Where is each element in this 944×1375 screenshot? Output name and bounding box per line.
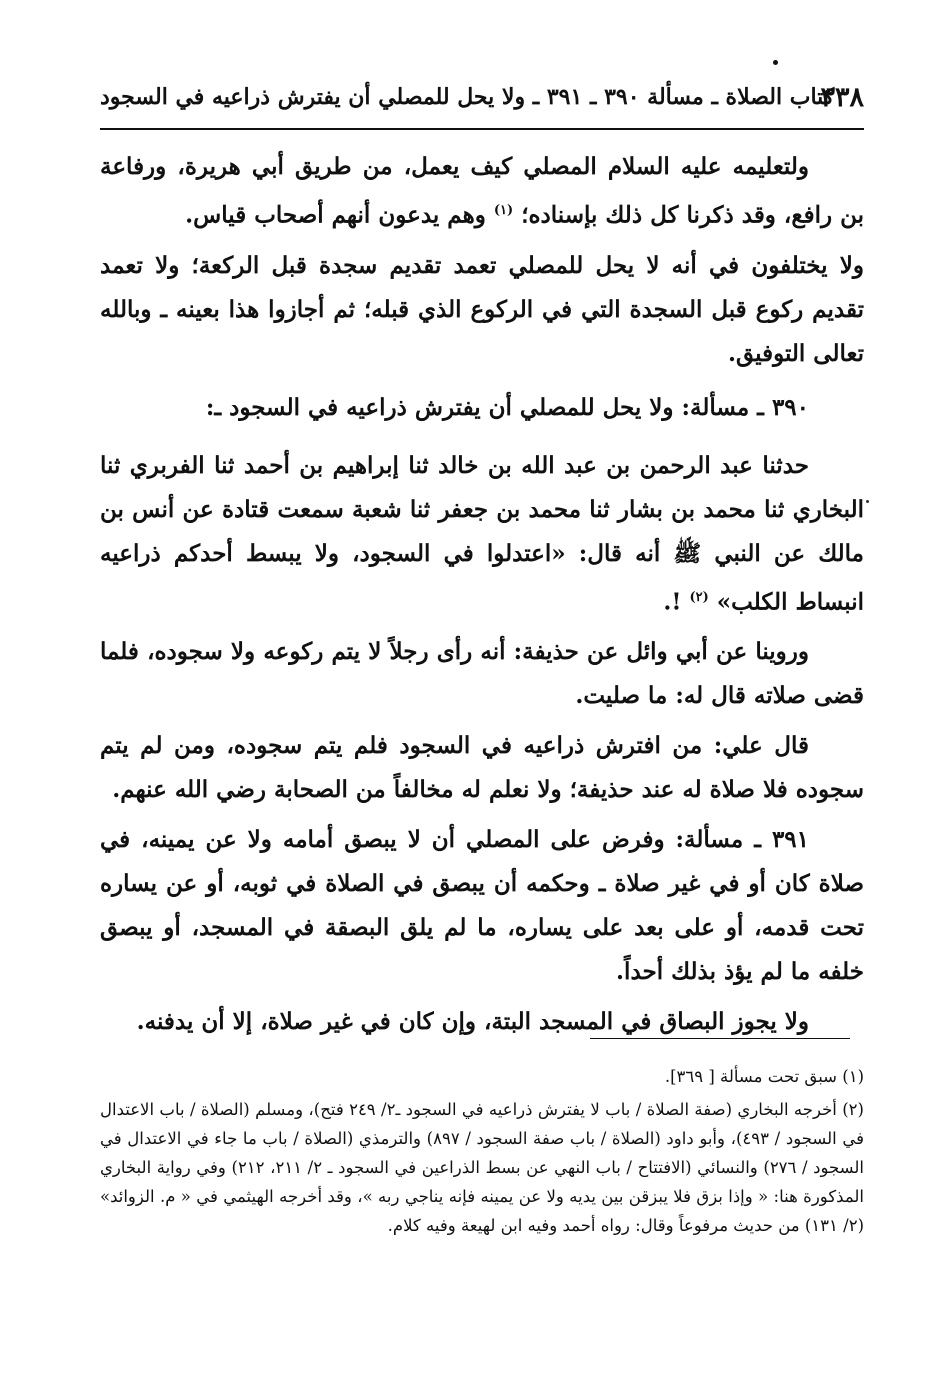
ink-dot: [773, 60, 778, 65]
paragraph: ولا يجوز البصاق في المسجد البتة، وإن كان في غير صلاة، إلا أن يدفنه.: [136, 1008, 809, 1036]
footnote-ref: (٢): [689, 589, 709, 605]
main-text: [100, 145, 864, 1050]
footnote-1: (١) سبق تحت مسألة [ ٣٦٩].: [664, 1067, 864, 1086]
paragraph-text: !.: [663, 588, 682, 616]
paragraph: [100, 145, 864, 238]
footnote-rule: [590, 1038, 850, 1039]
footnote-2: (٢) أخرجه البخاري (صفة الصلاة / باب لا يفترش ذراعيه في السجود ـ٢/ ٢٤٩ فتح)، ومسلم (الصلاة / باب الاعتدال في السجود / ٤٩٣)، وأبو داود (الصلاة / باب صفة السجود / ٨٩٧) والترمذي (الصلاة / باب ما جاء في الاعتدال في السجود / ٢٧٦) والنسائي (الافتتاح / باب النهي عن بسط الذراعين في السجود ـ ٢/ ٢١١، ٢١٢) وفي رواية البخاري المذكورة هنا: « وإذا بزق فلا يبزقن بين يديه ولا عن يمينه فإنه يناجي ربه »، وقد أخرجه الهيثمي في « م. الزوائد» (٢/ ١٣١) من حديث مرفوعاً وقال: رواه أحمد وفيه ابن لهيعة وفيه كلام.: [100, 1100, 865, 1235]
masala-label: ٣٩١ ـ مسألة:: [675, 826, 809, 854]
ink-speck: [866, 500, 869, 503]
paragraph: ولا يختلفون في أنه لا يحل للمصلي تعمد تقديم سجدة قبل الركعة؛ ولا تعمد تقديم ركوع قبل السجدة التي في الركوع الذي قبله؛ ثم أجازوا هذا بعينه ـ وبالله تعالى التوفيق.: [100, 251, 864, 367]
header-rule: [100, 128, 864, 130]
paragraph: قال علي: من افترش ذراعيه في السجود فلم يتم سجوده، ومن لم يتم سجوده فلا صلاة له عند حذيفة؛ ولا نعلم له مخالفاً من الصحابة رضي الله عنهم.: [100, 732, 864, 804]
paragraph-text: حدثنا عبد الرحمن بن عبد الله بن خالد ثنا إبراهيم بن أحمد ثنا الفربري ثنا البخاري ثنا محمد بن بشار ثنا محمد بن جعفر ثنا شعبة سمعت قتادة عن أنس بن مالك عن النبي ﷺ أنه قال: «اعتدلوا في السجود، ولا يبسط أحدكم ذراعيه انبساط الكلب»: [100, 451, 864, 616]
masala-title: ولا يحل للمصلي أن يفترش ذراعيه في السجود ـ:: [205, 393, 674, 421]
running-title: كتاب الصلاة ـ مسألة ٣٩٠ ـ ٣٩١ ـ ولا يحل للمصلي أن يفترش ذراعيه في السجود: [100, 84, 835, 110]
footnotes: [100, 1062, 864, 1244]
masala-label: ٣٩٠ ـ مسألة:: [681, 393, 809, 421]
paragraph: [100, 444, 864, 625]
page-number: ٣٣٨: [820, 82, 864, 113]
masala-text: وفرض على المصلي أن لا يبصق أمامه ولا عن يمينه، في صلاة كان أو في غير صلاة ـ وحكمه أن يبصق في الصلاة في ثوبه، أو عن يساره تحت قدمه، أو على بعد على يساره، ما لم يلق البصقة في المسجد، أو يبصق خلفه ما لم يؤذ بذلك أحداً.: [100, 826, 864, 986]
masala-391: [100, 818, 864, 994]
page-header: [100, 78, 864, 124]
paragraph-text: وهم يدعون أنهم أصحاب قياس.: [185, 201, 486, 229]
paragraph: وروينا عن أبي وائل عن حذيفة: أنه رأى رجلاً لا يتم ركوعه ولا سجوده، فلما قضى صلاته قال له: ما صليت.: [100, 638, 864, 710]
masala-390-heading: [100, 386, 864, 430]
footnote-ref: (١): [493, 203, 514, 218]
paragraph-text: ولتعليمه عليه السلام المصلي كيف يعمل، من طريق أبي هريرة، ورفاعة بن رافع، وقد ذكرنا كل ذلك بإسناده؛: [100, 153, 864, 229]
